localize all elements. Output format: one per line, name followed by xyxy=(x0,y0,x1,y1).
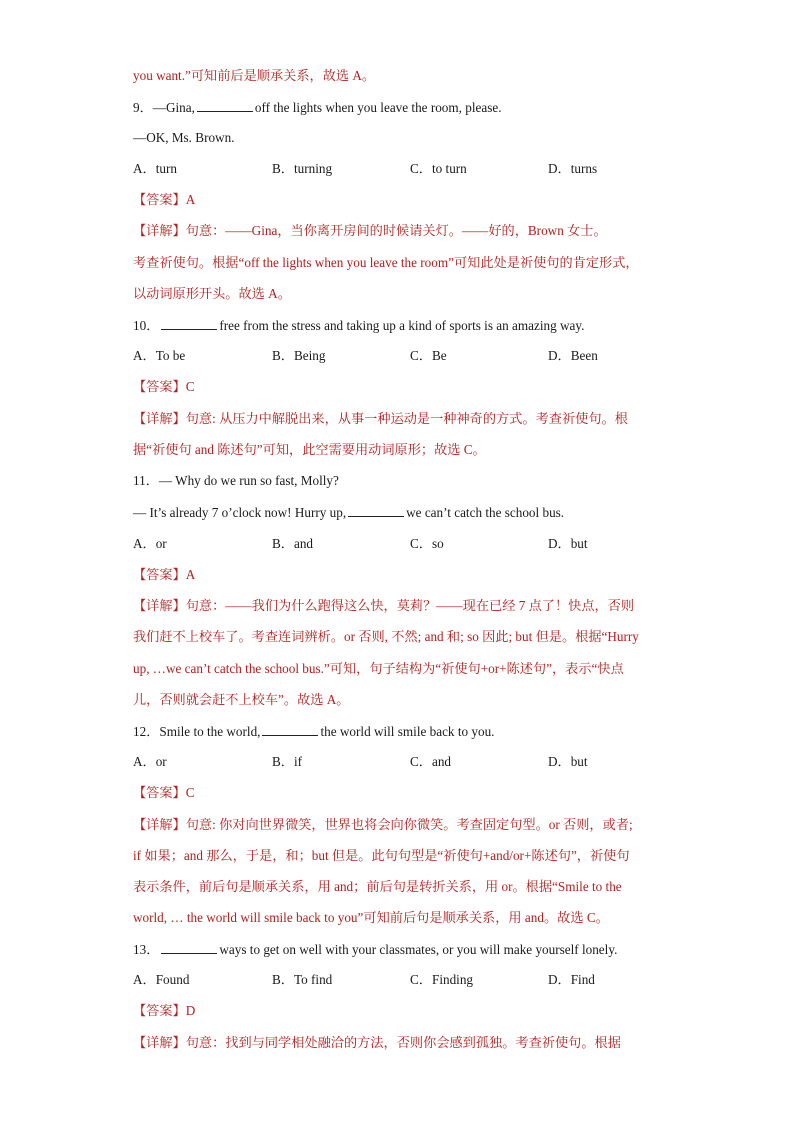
question-text: we can’t catch the school bus. xyxy=(406,505,565,520)
detail-line: 儿，否则就会赶不上校车”。故选 A。 xyxy=(133,692,350,707)
answer-value: C xyxy=(185,379,195,394)
option-b: B．Being xyxy=(272,348,326,363)
detail-line: 以动词原形开头。故选 A。 xyxy=(133,286,291,301)
question-text: off the lights when you leave the room, please. xyxy=(254,100,502,115)
detail-text: 句意: 你对向世界微笑，世界也将会向你微笑。考查固定句型。or 否则，或者; xyxy=(185,817,633,832)
answer-value: A xyxy=(185,192,196,207)
question-number-text: 13． xyxy=(133,942,160,957)
option-a: A．turn xyxy=(133,161,177,176)
detail-tag: 【详解】 xyxy=(133,817,186,832)
answer-value: A xyxy=(185,567,196,582)
answer-tag: 【答案】 xyxy=(133,192,186,207)
detail-line xyxy=(133,410,663,428)
detail-text: 句意: 从压力中解脱出来，从事一种运动是一种神奇的方式。考查祈使句。根 xyxy=(185,411,628,426)
answer-blank xyxy=(197,98,253,112)
answer-tag: 【答案】 xyxy=(133,567,186,582)
question-text: free from the stress and taking up a kind of sports is an amazing way. xyxy=(219,318,585,333)
detail-tag: 【详解】 xyxy=(133,598,186,613)
answer-line xyxy=(133,784,663,802)
detail-line xyxy=(133,222,663,240)
answer-line xyxy=(133,566,663,584)
option-a: A．Found xyxy=(133,972,190,987)
answer-blank xyxy=(348,503,404,517)
option-b: B．To find xyxy=(272,972,333,987)
detail-line: up, …we can’t catch the school bus.”可知，句子结构为“祈使句+or+陈述句”，表示“快点 xyxy=(133,661,624,676)
answer-line xyxy=(133,1002,663,1020)
question-12 xyxy=(133,722,663,741)
detail-line xyxy=(133,816,663,834)
detail-tag: 【详解】 xyxy=(133,223,186,238)
detail-line: 表示条件，前后句是顺承关系，用 and；前后句是转折关系，用 or。根据“Smile to the xyxy=(133,879,622,894)
question-text: 12．Smile to the world, xyxy=(133,724,261,739)
option-d: D．Find xyxy=(548,972,595,987)
option-d: D．but xyxy=(548,754,588,769)
detail-tag: 【详解】 xyxy=(133,411,186,426)
option-d: D．but xyxy=(548,536,588,551)
question-number-text: 9．—Gina, xyxy=(133,100,195,115)
detail-line: 据“祈使句 and 陈述句”可知，此空需要用动词原形；故选 C。 xyxy=(133,442,486,457)
option-a: A．To be xyxy=(133,348,186,363)
detail-line: if 如果；and 那么，于是，和；but 但是。此句句型是“祈使句+and/or+陈述句”，祈使句 xyxy=(133,848,630,863)
detail-line xyxy=(133,597,663,615)
option-a: A．or xyxy=(133,754,167,769)
detail-line: world, … the world will smile back to you”可知前后句是顺承关系，用 and。故选 C。 xyxy=(133,910,609,925)
option-c: C．Finding xyxy=(410,972,474,987)
option-c: C．to turn xyxy=(410,161,467,176)
option-b: B．turning xyxy=(272,161,333,176)
option-c: C．so xyxy=(410,536,444,551)
option-a: A．or xyxy=(133,536,167,551)
question-13 xyxy=(133,940,663,959)
option-d: D．turns xyxy=(548,161,598,176)
answer-line xyxy=(133,378,663,396)
answer-tag: 【答案】 xyxy=(133,379,186,394)
text-line: you want.”可知前后是顺承关系，故选 A。 xyxy=(133,68,376,83)
option-d: D．Been xyxy=(548,348,598,363)
question-text: ways to get on well with your classmates, or you will make yourself lonely. xyxy=(219,942,618,957)
detail-text: 句意：找到与同学相处融洽的方法，否则你会感到孤独。考查祈使句。根据 xyxy=(185,1035,621,1050)
option-b: B．if xyxy=(272,754,303,769)
question-9 xyxy=(133,98,663,117)
detail-text: 句意：——我们为什么跑得这么快，莫莉？——现在已经 7 点了！快点，否则 xyxy=(185,598,635,613)
detail-tag: 【详解】 xyxy=(133,1035,186,1050)
answer-blank xyxy=(161,316,217,330)
question-text: — It’s already 7 o’clock now! Hurry up, xyxy=(133,505,347,520)
option-b: B．and xyxy=(272,536,314,551)
answer-tag: 【答案】 xyxy=(133,785,186,800)
answer-blank xyxy=(161,940,217,954)
detail-line: 考查祈使句。根据“off the lights when you leave the room”可知此处是祈使句的肯定形式， xyxy=(133,255,639,270)
answer-blank xyxy=(262,722,318,736)
question-number-text: 10． xyxy=(133,318,160,333)
answer-value: C xyxy=(185,785,195,800)
question-11-line2 xyxy=(133,503,663,522)
question-10 xyxy=(133,316,663,335)
answer-line xyxy=(133,191,663,209)
option-c: C．and xyxy=(410,754,452,769)
answer-value: D xyxy=(185,1003,196,1018)
question-text: the world will smile back to you. xyxy=(320,724,495,739)
option-c: C．Be xyxy=(410,348,447,363)
question-9-line2: —OK, Ms. Brown. xyxy=(133,130,235,145)
detail-line: 我们赶不上校车了。考查连词辨析。or 否则, 不然; and 和; so 因此; but 但是。根据“Hurry xyxy=(133,629,639,644)
detail-text: 句意：——Gina，当你离开房间的时候请关灯。——好的，Brown 女士。 xyxy=(185,223,607,238)
answer-tag: 【答案】 xyxy=(133,1003,186,1018)
question-11: 11．— Why do we run so fast, Molly? xyxy=(133,473,339,488)
detail-line xyxy=(133,1034,663,1052)
